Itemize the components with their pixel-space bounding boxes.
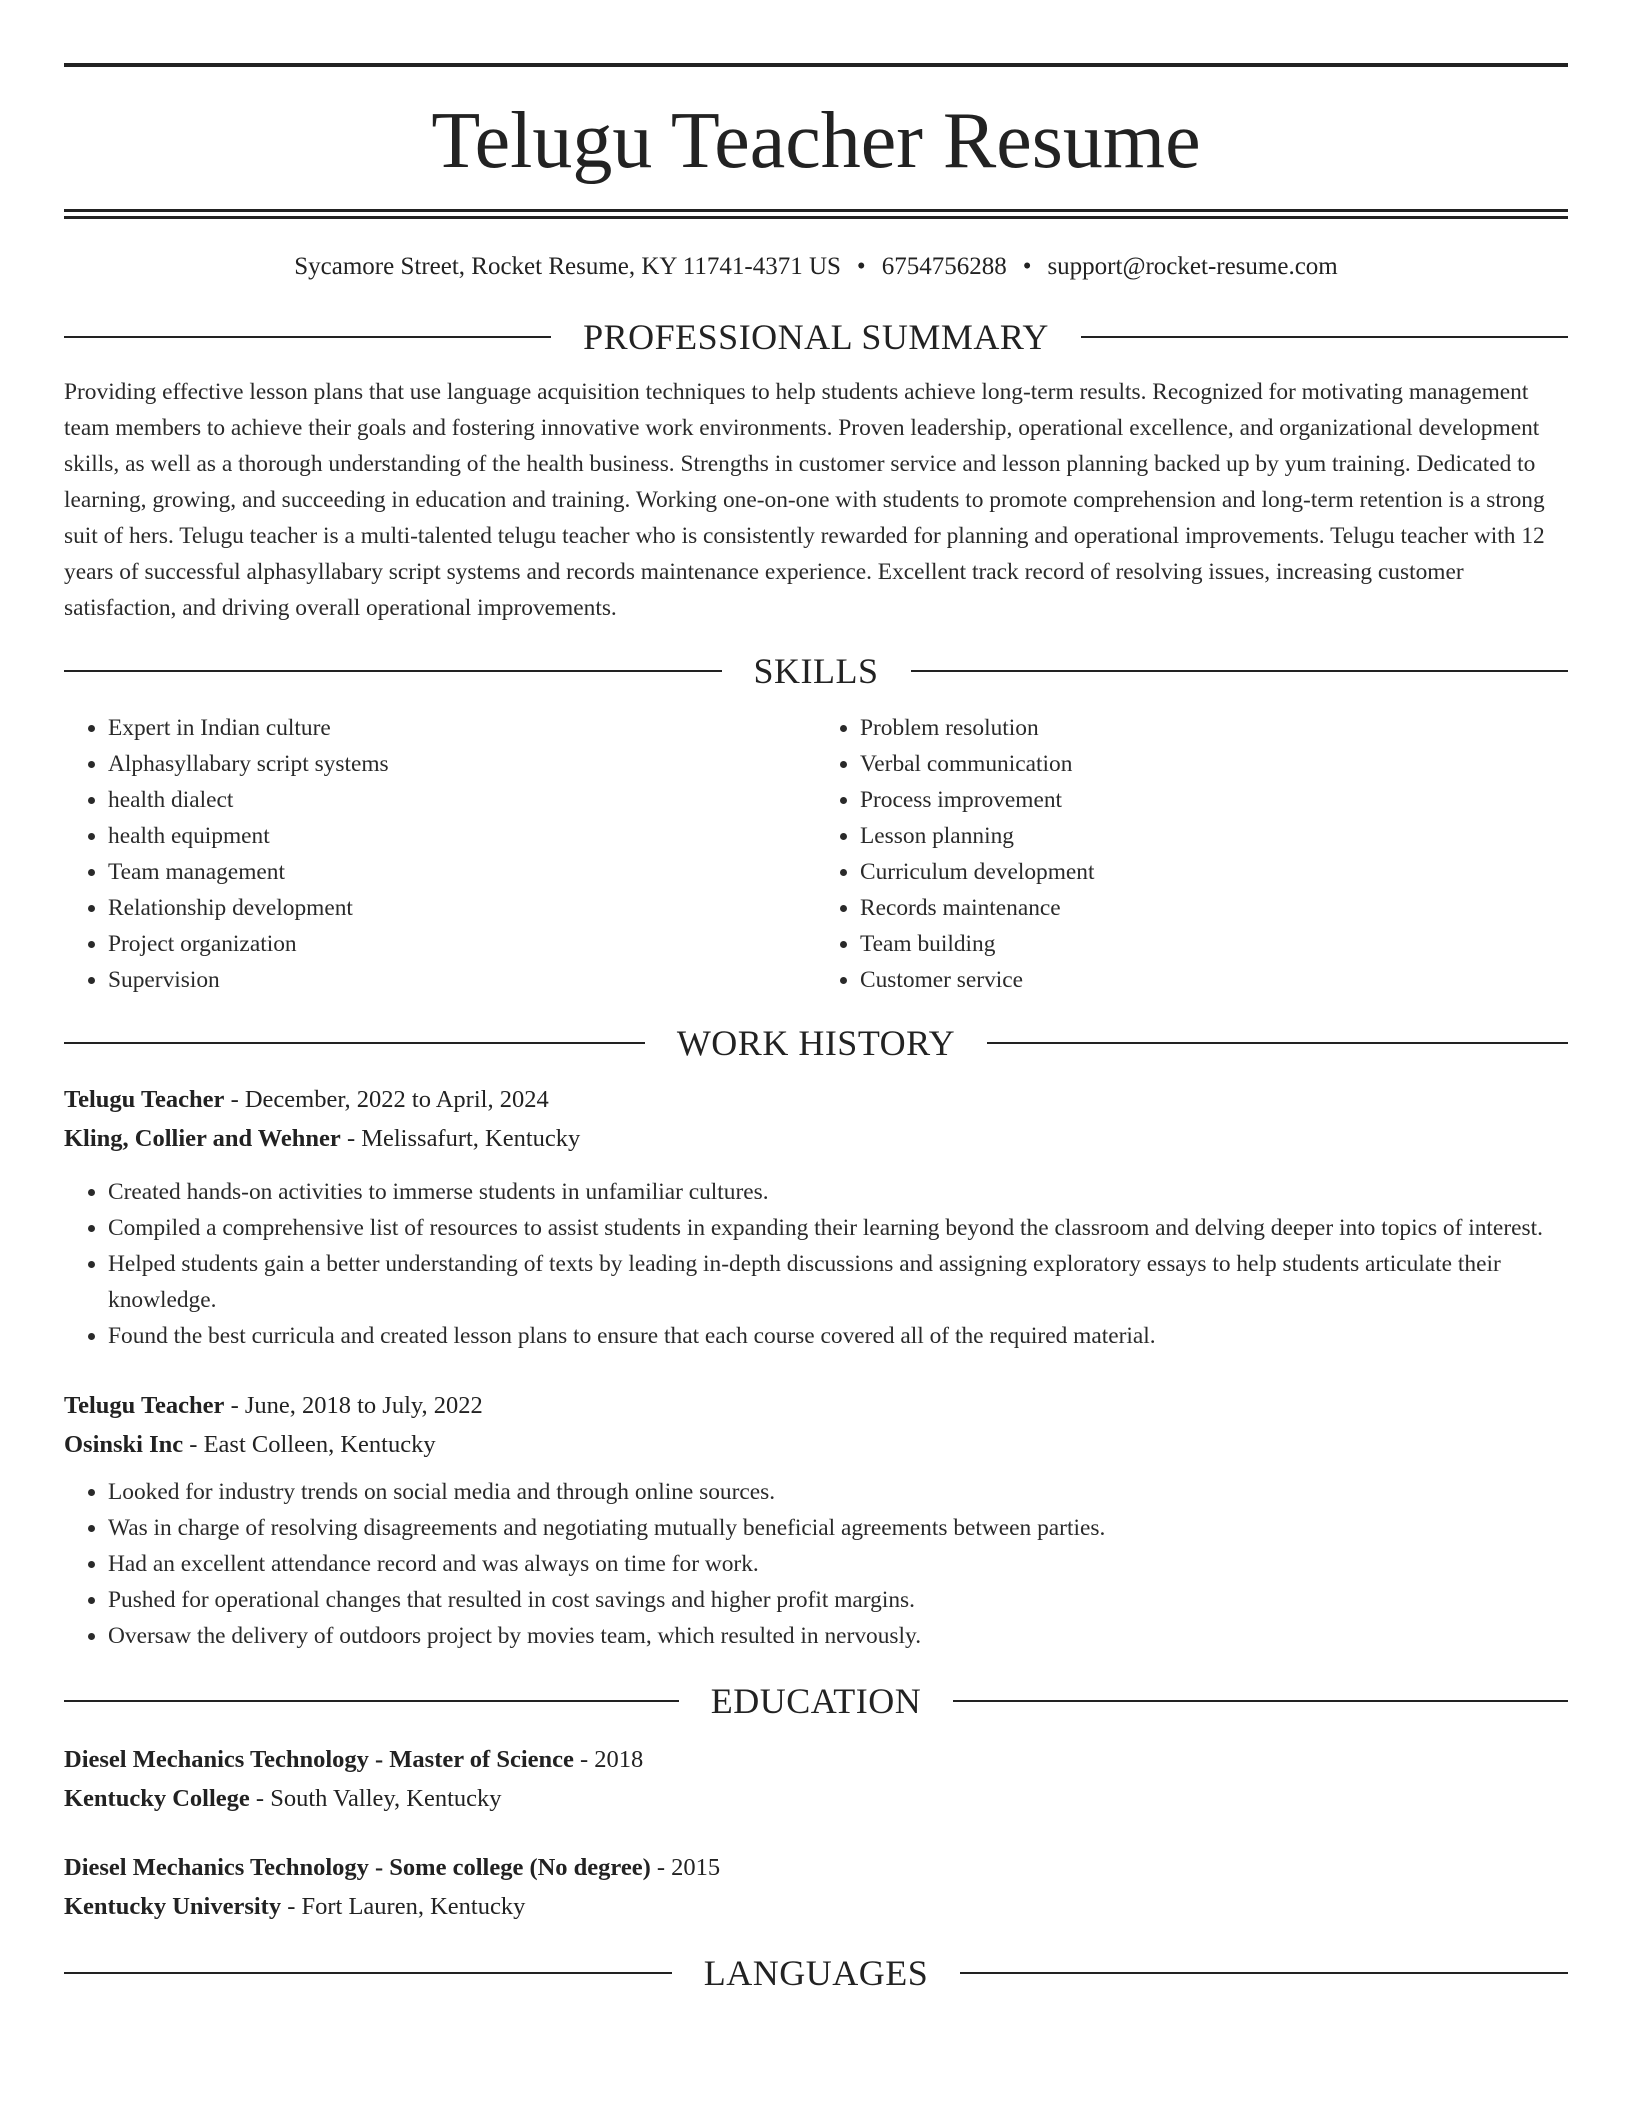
- skill-item: • Supervision: [108, 962, 816, 998]
- skill-item: • Relationship development: [108, 890, 816, 926]
- job-dates: - June, 2018 to July, 2022: [224, 1392, 483, 1419]
- job-title: Telugu Teacher: [64, 1086, 225, 1113]
- education-year: - 2015: [650, 1854, 721, 1881]
- job-dates: - December, 2022 to April, 2024: [224, 1086, 549, 1113]
- skill-item: • Team management: [108, 854, 816, 890]
- contact-email: support@rocket-resume.com: [1047, 253, 1338, 280]
- job-location: - Melissafurt, Kentucky: [340, 1125, 581, 1152]
- education-school-line: [64, 1887, 1568, 1926]
- education-school-line: [64, 1779, 1568, 1818]
- summary-section-title: PROFESSIONAL SUMMARY: [583, 317, 1049, 357]
- contact-address: Sycamore Street, Rocket Resume, KY 11741-4371 US: [294, 253, 841, 280]
- contact-phone: 6754756288: [881, 253, 1007, 280]
- education-degree-line: [64, 1740, 1568, 1779]
- divider-line: [64, 670, 722, 672]
- title-double-rule: [64, 209, 1568, 219]
- job-bullet: • Helped students gain a better understanding of texts by leading in-depth discussions and assigning exploratory essays to help students articulate their knowledge.: [108, 1246, 1568, 1318]
- education-location: - Fort Lauren, Kentucky: [281, 1893, 526, 1920]
- job-bullet: • Oversaw the delivery of outdoors project by movies team, which resulted in nervously.: [108, 1618, 1568, 1654]
- divider-line: [64, 336, 551, 338]
- summary-text: Providing effective lesson plans that use language acquisition techniques to help students achieve long-term results. Recognized for motivating management team members to achieve their goals and fostering innovative work environments. Proven leadership, operational excellence, and organizational development skills, as well as a thorough understanding of the health business. Strengths in customer service and lesson planning backed up by yum training. Dedicated to learning, growing, and succeeding in education and training. Working one-on-one with students to promote comprehension and long-term retention is a strong suit of hers. Telugu teacher is a multi-talented telugu teacher who is consistently rewarded for planning and operational improvements. Telugu teacher with 12 years of successful alphasyllabary script systems and records maintenance experience. Excellent track record of resolving issues, increasing customer satisfaction, and driving overall operational improvements.: [64, 379, 1545, 621]
- contact-separator: •: [1022, 253, 1032, 280]
- education-location: - South Valley, Kentucky: [249, 1785, 502, 1812]
- skill-item: • Problem resolution: [860, 710, 1568, 746]
- job-location: - East Colleen, Kentucky: [183, 1431, 436, 1458]
- divider-line: [64, 1700, 679, 1702]
- skill-item: • Expert in Indian culture: [108, 710, 816, 746]
- job-company-line: [64, 1119, 1568, 1158]
- job-title-line: [64, 1386, 1568, 1425]
- contact-separator: •: [856, 253, 866, 280]
- skill-item: • Records maintenance: [860, 890, 1568, 926]
- education-entry: [64, 1848, 1568, 1926]
- skill-item: • Curriculum development: [860, 854, 1568, 890]
- divider-line: [953, 1700, 1568, 1702]
- job-bullet: • Had an excellent attendance record and was always on time for work.: [108, 1546, 1568, 1582]
- skill-item: • health equipment: [108, 818, 816, 854]
- page-title: Telugu Teacher Resume: [431, 97, 1201, 185]
- languages-section-title: LANGUAGES: [703, 1953, 929, 1993]
- divider-line: [64, 1042, 645, 1044]
- skill-item: • Team building: [860, 926, 1568, 962]
- job-company-line: [64, 1425, 1568, 1464]
- contact-line: [64, 252, 1568, 282]
- skill-item: • Verbal communication: [860, 746, 1568, 782]
- job-company: Osinski Inc: [64, 1431, 184, 1458]
- skill-item: • health dialect: [108, 782, 816, 818]
- work-section-title: WORK HISTORY: [676, 1023, 956, 1063]
- job-bullet: • Looked for industry trends on social media and through online sources.: [108, 1474, 1568, 1510]
- education-degree: Diesel Mechanics Technology - Master of Science: [64, 1746, 574, 1773]
- skills-section-title: SKILLS: [753, 651, 879, 691]
- education-school: Kentucky University: [64, 1893, 282, 1920]
- job-bullet: • Created hands-on activities to immerse students in unfamiliar cultures.: [108, 1174, 1568, 1210]
- job-company: Kling, Collier and Wehner: [64, 1125, 341, 1152]
- divider-line: [64, 1972, 672, 1974]
- job-entry: [64, 1386, 1568, 1654]
- job-bullets: [64, 1174, 1568, 1354]
- education-section-header: [64, 1678, 1568, 1724]
- skills-column-left: [64, 710, 816, 998]
- job-bullet: • Was in charge of resolving disagreements and negotiating mutually beneficial agreements between parties.: [108, 1510, 1568, 1546]
- divider-line: [911, 670, 1569, 672]
- job-title-line: [64, 1080, 1568, 1119]
- skills-section-header: [64, 648, 1568, 694]
- education-entry: [64, 1740, 1568, 1818]
- top-rule: [64, 63, 1568, 67]
- education-degree: Diesel Mechanics Technology - Some college (No degree): [64, 1854, 651, 1881]
- skill-item: • Process improvement: [860, 782, 1568, 818]
- job-bullet: • Pushed for operational changes that resulted in cost savings and higher profit margins.: [108, 1582, 1568, 1618]
- education-school: Kentucky College: [64, 1785, 250, 1812]
- job-bullet: • Compiled a comprehensive list of resources to assist students in expanding their learning beyond the classroom and delving deeper into topics of interest.: [108, 1210, 1568, 1246]
- work-section-header: [64, 1020, 1568, 1066]
- divider-line: [1081, 336, 1568, 338]
- skill-item: • Customer service: [860, 962, 1568, 998]
- resume-page: [64, 0, 1568, 1996]
- job-title: Telugu Teacher: [64, 1392, 225, 1419]
- divider-line: [987, 1042, 1568, 1044]
- job-bullet: • Found the best curricula and created lesson plans to ensure that each course covered all of the required material.: [108, 1318, 1568, 1354]
- summary-section-header: [64, 314, 1568, 360]
- job-bullets: [64, 1474, 1568, 1654]
- job-entry: [64, 1080, 1568, 1354]
- skill-item: • Alphasyllabary script systems: [108, 746, 816, 782]
- divider-line: [960, 1972, 1568, 1974]
- education-year: - 2018: [573, 1746, 644, 1773]
- skills-list: [64, 710, 1568, 998]
- skill-item: • Project organization: [108, 926, 816, 962]
- education-degree-line: [64, 1848, 1568, 1887]
- skills-column-right: [816, 710, 1568, 998]
- education-section-title: EDUCATION: [710, 1681, 922, 1721]
- skill-item: • Lesson planning: [860, 818, 1568, 854]
- languages-section-header: [64, 1950, 1568, 1996]
